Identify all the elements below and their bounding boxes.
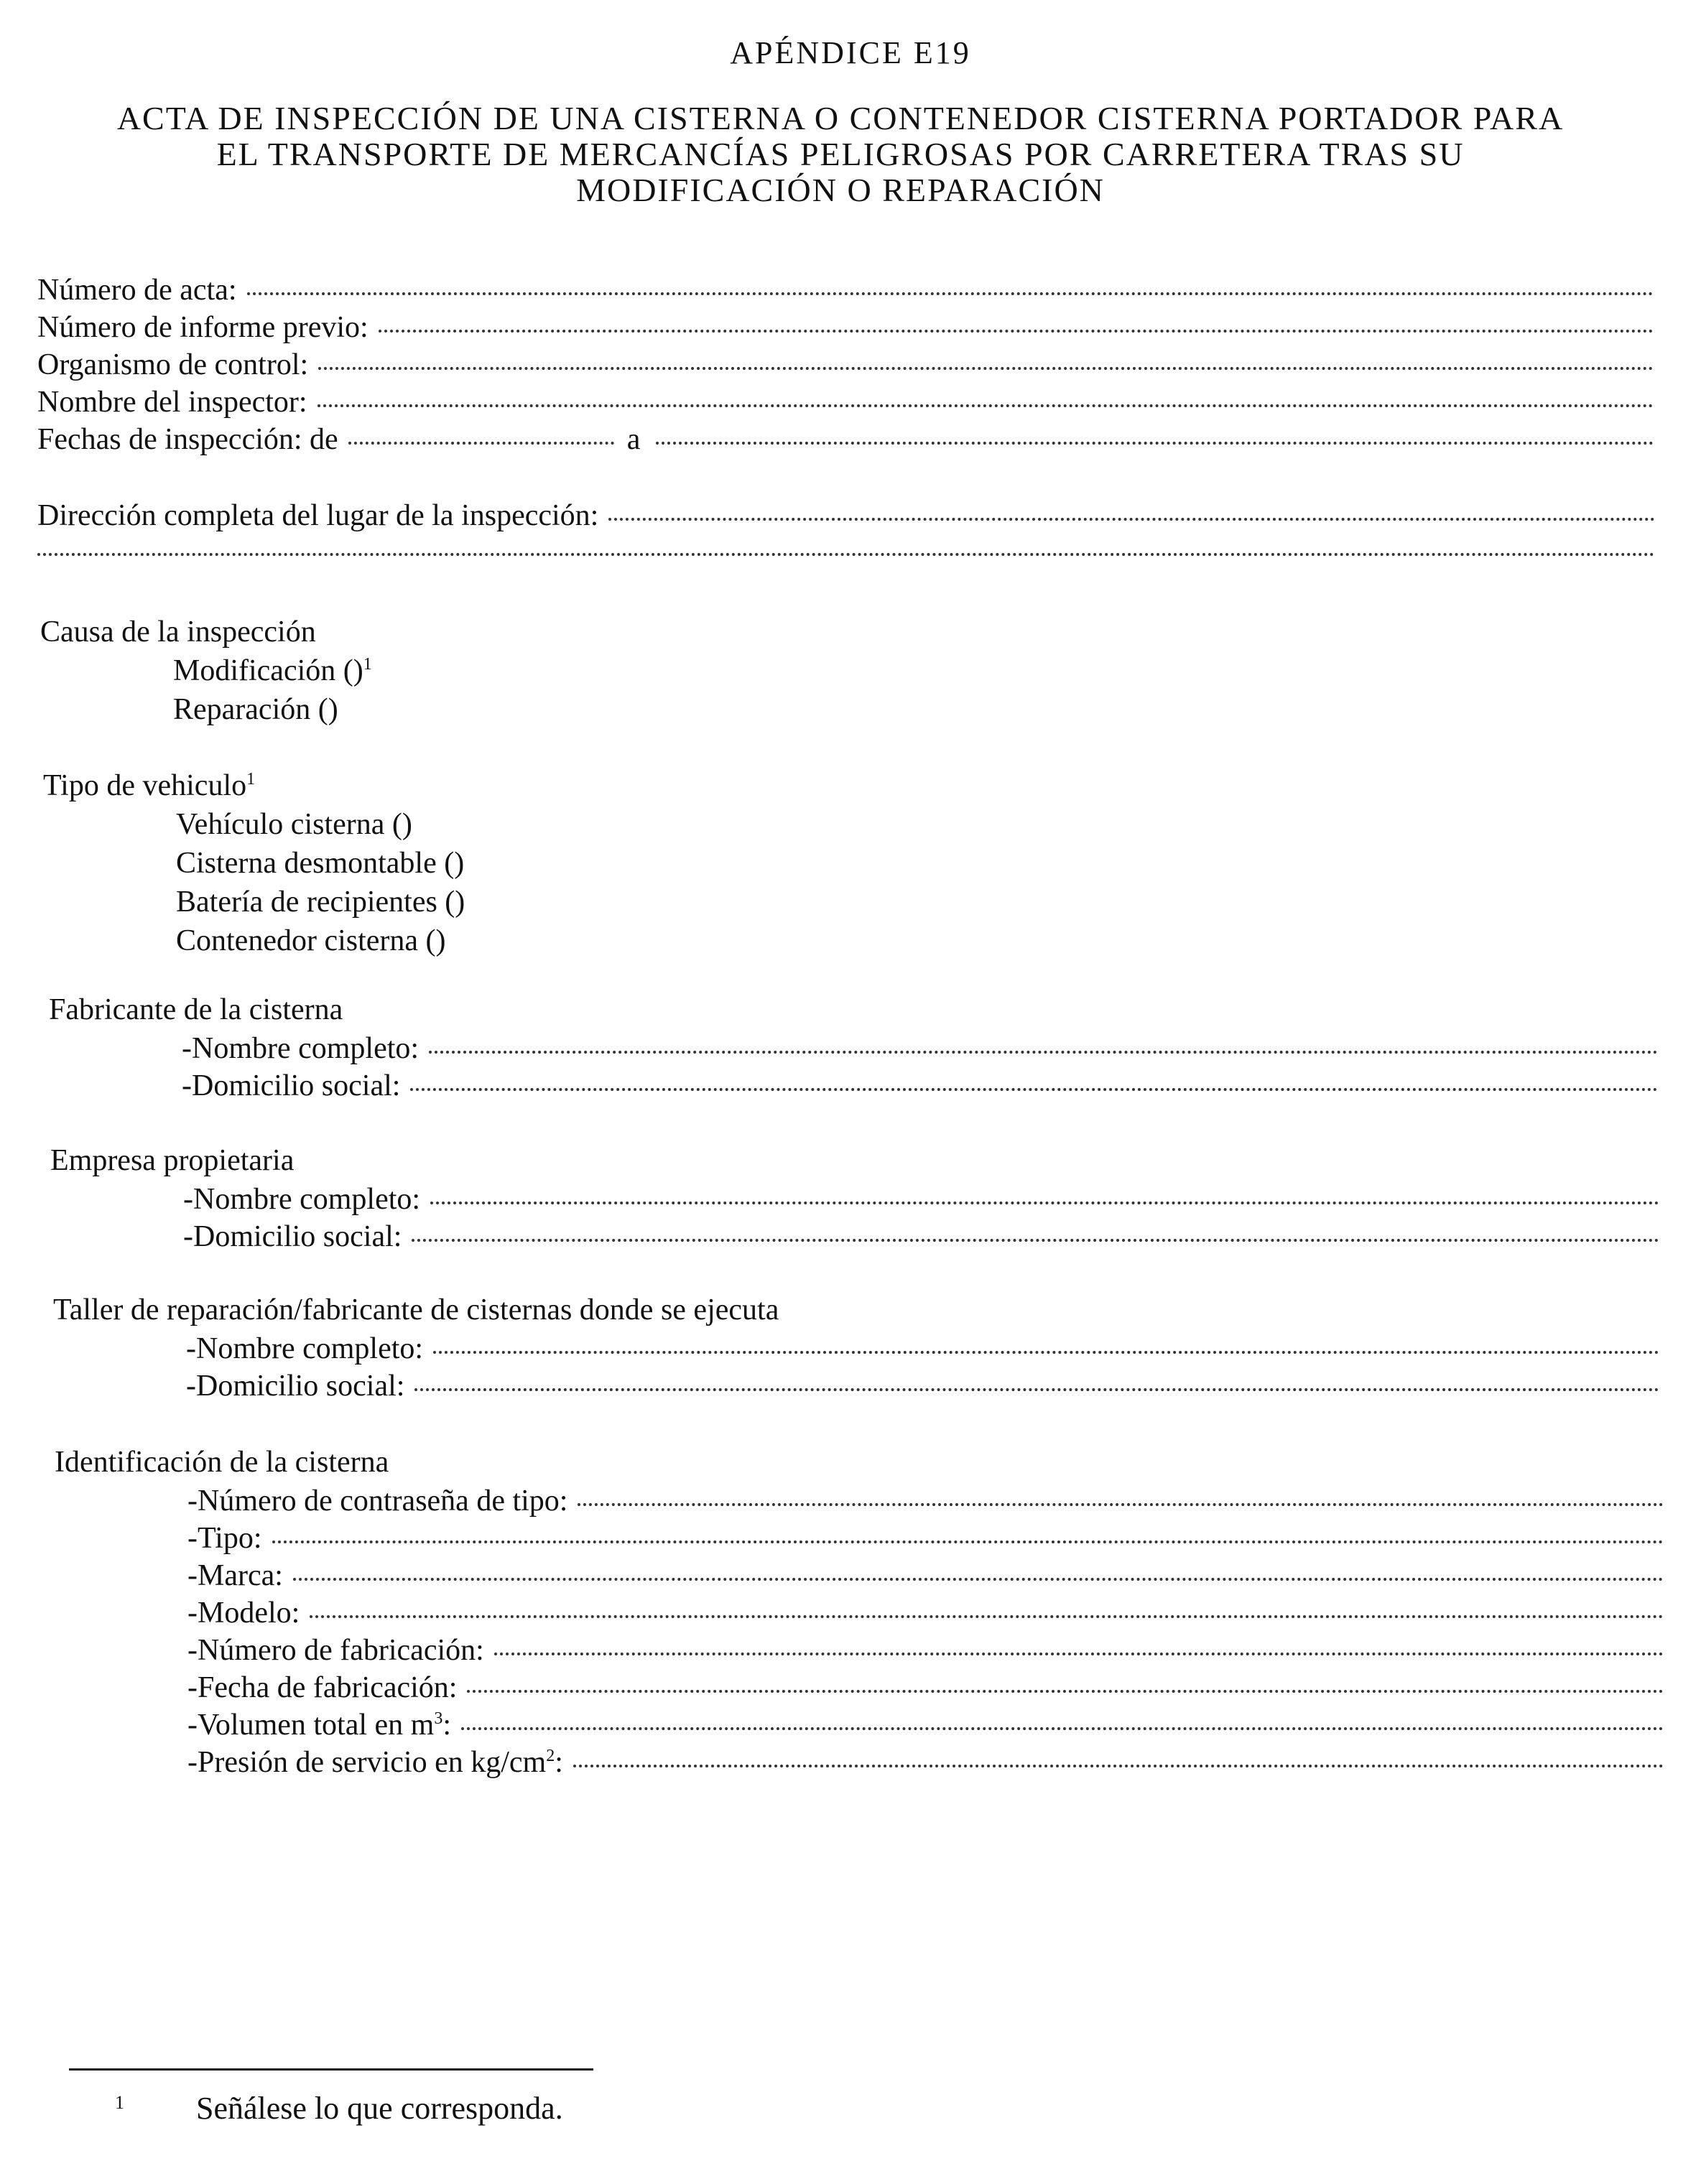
fabricante-domicilio-row bbox=[182, 1069, 1658, 1106]
contrasena-label: -Número de contraseña de tipo: bbox=[187, 1484, 568, 1518]
tipo-field[interactable] bbox=[272, 1541, 1664, 1543]
fecha-fabricacion-row bbox=[187, 1670, 1664, 1708]
direccion-field-line-2[interactable] bbox=[37, 553, 1655, 556]
fabricante-heading: Fabricante de la cisterna bbox=[49, 993, 343, 1026]
direccion-section bbox=[37, 498, 1655, 556]
tipo-option-contenedor[interactable]: Contenedor cisterna () bbox=[176, 924, 446, 957]
modelo-row bbox=[187, 1596, 1664, 1633]
volumen-row bbox=[187, 1708, 1664, 1745]
volumen-field[interactable] bbox=[461, 1727, 1664, 1730]
propietaria-nombre-label: -Nombre completo: bbox=[183, 1183, 421, 1216]
direccion-field[interactable] bbox=[608, 518, 1655, 521]
fabricante-fields bbox=[49, 1031, 1658, 1106]
tipo-label: -Tipo: bbox=[187, 1522, 262, 1555]
title-line-2: EL TRANSPORTE DE MERCANCÍAS PELIGROSAS POR CARRETERA TRAS SU bbox=[216, 136, 1465, 172]
marca-row bbox=[187, 1558, 1664, 1596]
propietaria-domicilio-label: -Domicilio social: bbox=[183, 1220, 402, 1253]
inspector-label: Nombre del inspector: bbox=[37, 386, 307, 419]
presion-exponent: 2 bbox=[546, 1747, 555, 1765]
footnote bbox=[115, 2090, 563, 2127]
taller-section bbox=[53, 1293, 1659, 1406]
tipo-option-bateria[interactable]: Batería de recipientes () bbox=[176, 886, 465, 919]
presion-colon: : bbox=[555, 1746, 563, 1779]
general-section bbox=[37, 273, 1654, 460]
marca-label: -Marca: bbox=[187, 1559, 283, 1592]
taller-domicilio-row bbox=[186, 1369, 1659, 1406]
volumen-label bbox=[187, 1708, 451, 1742]
presion-field[interactable] bbox=[573, 1765, 1664, 1767]
tipo-heading-label: Tipo de vehiculo bbox=[43, 769, 247, 802]
volumen-colon: : bbox=[442, 1709, 452, 1742]
fecha-fabricacion-field[interactable] bbox=[467, 1690, 1664, 1693]
reparacion-label: Reparación () bbox=[173, 693, 338, 726]
tipo-option-cisterna-desmontable[interactable]: Cisterna desmontable () bbox=[176, 847, 465, 880]
numero-fabricacion-field[interactable] bbox=[494, 1653, 1664, 1655]
footnote-ref: 1 bbox=[246, 770, 256, 789]
taller-domicilio-field[interactable] bbox=[414, 1388, 1659, 1391]
volumen-exponent: 3 bbox=[434, 1709, 443, 1728]
acta-label: Número de acta: bbox=[37, 274, 237, 307]
modelo-field[interactable] bbox=[310, 1615, 1664, 1618]
propietaria-nombre-row bbox=[183, 1182, 1659, 1219]
tipo-option-vehiculo-cisterna[interactable]: Vehículo cisterna () bbox=[176, 808, 412, 841]
marca-field[interactable] bbox=[293, 1578, 1664, 1581]
fecha-hasta-field[interactable] bbox=[656, 442, 1654, 445]
tipo-heading bbox=[43, 768, 465, 807]
modelo-label: -Modelo: bbox=[187, 1597, 300, 1630]
tipo-section bbox=[43, 768, 465, 962]
volumen-text: -Volumen total en m bbox=[187, 1709, 435, 1742]
identificacion-section bbox=[55, 1445, 1664, 1783]
fabricante-nombre-label: -Nombre completo: bbox=[182, 1032, 420, 1065]
direccion-row bbox=[37, 498, 1655, 536]
propietaria-fields bbox=[50, 1182, 1659, 1257]
contrasena-row bbox=[187, 1484, 1664, 1521]
tipo-row bbox=[187, 1521, 1664, 1558]
causa-heading: Causa de la inspección bbox=[40, 615, 316, 649]
identificacion-heading: Identificación de la cisterna bbox=[55, 1446, 389, 1479]
propietaria-domicilio-field[interactable] bbox=[412, 1239, 1659, 1242]
taller-fields bbox=[53, 1332, 1659, 1406]
inspector-row bbox=[37, 385, 1654, 422]
footnote-ref: 1 bbox=[363, 655, 372, 674]
identificacion-fields bbox=[55, 1484, 1664, 1783]
fabricante-nombre-field[interactable] bbox=[429, 1051, 1658, 1054]
footnote-text: Señálese lo que corresponda. bbox=[196, 2091, 563, 2126]
title-line-1: ACTA DE INSPECCIÓN DE UNA CISTERNA O CONTENEDOR CISTERNA PORTADOR PARA bbox=[116, 100, 1565, 136]
organismo-field[interactable] bbox=[318, 367, 1654, 370]
informe-field[interactable] bbox=[379, 330, 1654, 333]
fecha-fabricacion-label: -Fecha de fabricación: bbox=[187, 1671, 458, 1704]
numero-fabricacion-label: -Número de fabricación: bbox=[187, 1634, 484, 1667]
fabricante-nombre-row bbox=[182, 1031, 1658, 1069]
taller-nombre-row bbox=[186, 1332, 1659, 1369]
organismo-label: Organismo de control: bbox=[37, 348, 309, 381]
title-line-3: MODIFICACIÓN O REPARACIÓN bbox=[576, 172, 1105, 208]
fechas-label: Fechas de inspección: de bbox=[37, 423, 338, 456]
presion-text: -Presión de servicio en kg/cm bbox=[187, 1746, 547, 1779]
footnote-number: 1 bbox=[115, 2092, 124, 2113]
fabricante-domicilio-label: -Domicilio social: bbox=[182, 1069, 401, 1102]
fabricante-section bbox=[49, 993, 1658, 1106]
fechas-a-label: a bbox=[626, 423, 641, 456]
propietaria-heading: Empresa propietaria bbox=[50, 1144, 295, 1177]
informe-row bbox=[37, 310, 1654, 348]
informe-label: Número de informe previo: bbox=[37, 311, 369, 344]
presion-label bbox=[187, 1745, 563, 1780]
fechas-row bbox=[37, 422, 1654, 460]
propietaria-section bbox=[50, 1143, 1659, 1257]
taller-nombre-field[interactable] bbox=[433, 1351, 1659, 1354]
organismo-row bbox=[37, 348, 1654, 385]
acta-field[interactable] bbox=[247, 292, 1654, 295]
causa-option-reparacion[interactable] bbox=[40, 692, 372, 731]
acta-row bbox=[37, 273, 1654, 310]
numero-fabricacion-row bbox=[187, 1633, 1664, 1670]
taller-nombre-label: -Nombre completo: bbox=[186, 1332, 424, 1365]
presion-row bbox=[187, 1745, 1664, 1783]
footnote-divider bbox=[69, 2068, 593, 2071]
document-title bbox=[57, 101, 1623, 208]
contrasena-field[interactable] bbox=[578, 1503, 1664, 1506]
modificacion-label: Modificación () bbox=[173, 654, 363, 687]
inspector-field[interactable] bbox=[318, 404, 1654, 407]
taller-heading: Taller de reparación/fabricante de cisternas donde se ejecuta bbox=[53, 1293, 779, 1326]
direccion-label: Dirección completa del lugar de la inspección: bbox=[37, 499, 599, 532]
appendix-label: APÉNDICE E19 bbox=[730, 35, 971, 70]
causa-option-modificacion[interactable] bbox=[40, 654, 372, 692]
propietaria-nombre-field[interactable] bbox=[430, 1202, 1659, 1204]
fabricante-domicilio-field[interactable] bbox=[410, 1088, 1658, 1091]
causa-section bbox=[40, 615, 372, 731]
taller-domicilio-label: -Domicilio social: bbox=[186, 1370, 405, 1403]
propietaria-domicilio-row bbox=[183, 1219, 1659, 1257]
fecha-desde-field[interactable] bbox=[348, 442, 614, 445]
